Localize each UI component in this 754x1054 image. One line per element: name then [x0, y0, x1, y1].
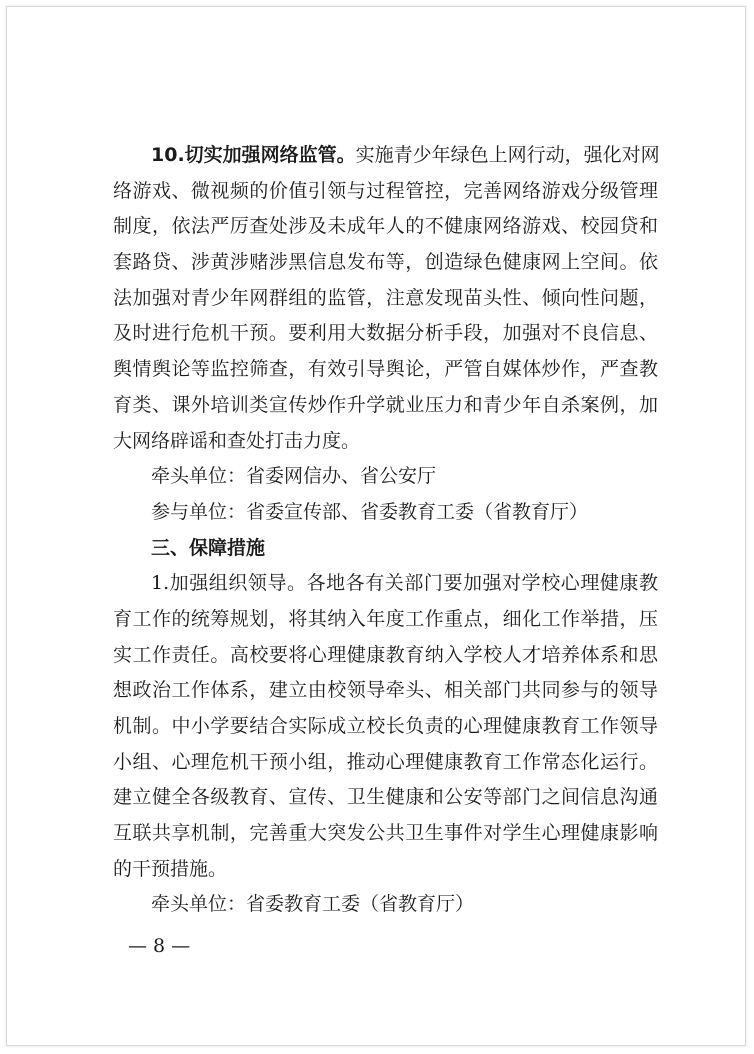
document-body	[113, 138, 658, 923]
line-text: 实施青少年绿色上网行动，强化对网	[355, 144, 660, 166]
paragraph-line: 小组、心理危机干预小组，推动心理健康教育工作常态化运行。	[113, 750, 658, 773]
paragraph-line: 大网络辟谣和查处打击力度。	[113, 429, 361, 452]
paragraph-line: 制度，依法严厉查处涉及未成年人的不健康网络游戏、校园贷和	[113, 215, 658, 238]
paragraph-line: 建立健全各级教育、宣传、卫生健康和公安等部门之间信息沟通	[113, 786, 658, 809]
paragraph-line: 络游戏、微视频的价值引领与过程管控，完善网络游戏分级管理	[113, 179, 658, 202]
lead-unit-line: 牵头单位：省委网信办、省公安厅	[151, 465, 437, 488]
paragraph-line: 套路贷、涉黄涉赌涉黑信息发布等，创造绿色健康网上空间。依	[113, 251, 658, 274]
section-heading: 三、保障措施	[151, 536, 266, 559]
paragraph-line: 及时进行危机干预。要利用大数据分析手段，加强对不良信息、	[113, 322, 658, 345]
paragraph-line: 育工作的统筹规划，将其纳入年度工作重点，细化工作举措，压	[113, 607, 658, 630]
page-number: — 8 —	[128, 935, 191, 957]
section-3-item-1-paragraph	[113, 566, 658, 887]
paragraph-line: 想政治工作体系，建立由校领导牵头、相关部门共同参与的领导	[113, 679, 658, 702]
item-title: 10.切实加强网络监管。	[151, 144, 356, 166]
item-title: 1.加强组织领导。	[151, 572, 307, 595]
paragraph-line: 法加强对青少年网群组的监管，注意发现苗头性、倾向性问题，	[113, 286, 658, 309]
paragraph-line: 互联共享机制，完善重大突发公共卫生事件对学生心理健康影响	[113, 822, 658, 845]
paragraph-line: 机制。中小学要结合实际成立校长负责的心理健康教育工作领导	[113, 715, 658, 737]
section-10-paragraph	[113, 138, 658, 459]
paragraph-line: 舆情舆论等监控筛查，有效引导舆论，严管自媒体炒作，严查教	[113, 358, 658, 381]
paragraph-line	[113, 566, 658, 602]
lead-unit-line: 牵头单位：省委教育工委（省教育厅）	[151, 893, 475, 916]
paragraph-line	[113, 138, 658, 174]
document-page	[6, 6, 746, 1046]
participating-units-line: 参与单位：省委宣传部、省委教育工委（省教育厅）	[151, 500, 589, 523]
paragraph-line: 实工作责任。高校要将心理健康教育纳入学校人才培养体系和思	[113, 643, 658, 666]
paragraph-line: 育类、课外培训类宣传炒作升学就业压力和青少年自杀案例，加	[113, 393, 658, 416]
line-text: 各地各有关部门要加强对学校心理健康教	[306, 572, 658, 595]
paragraph-line: 的干预措施。	[113, 857, 228, 880]
